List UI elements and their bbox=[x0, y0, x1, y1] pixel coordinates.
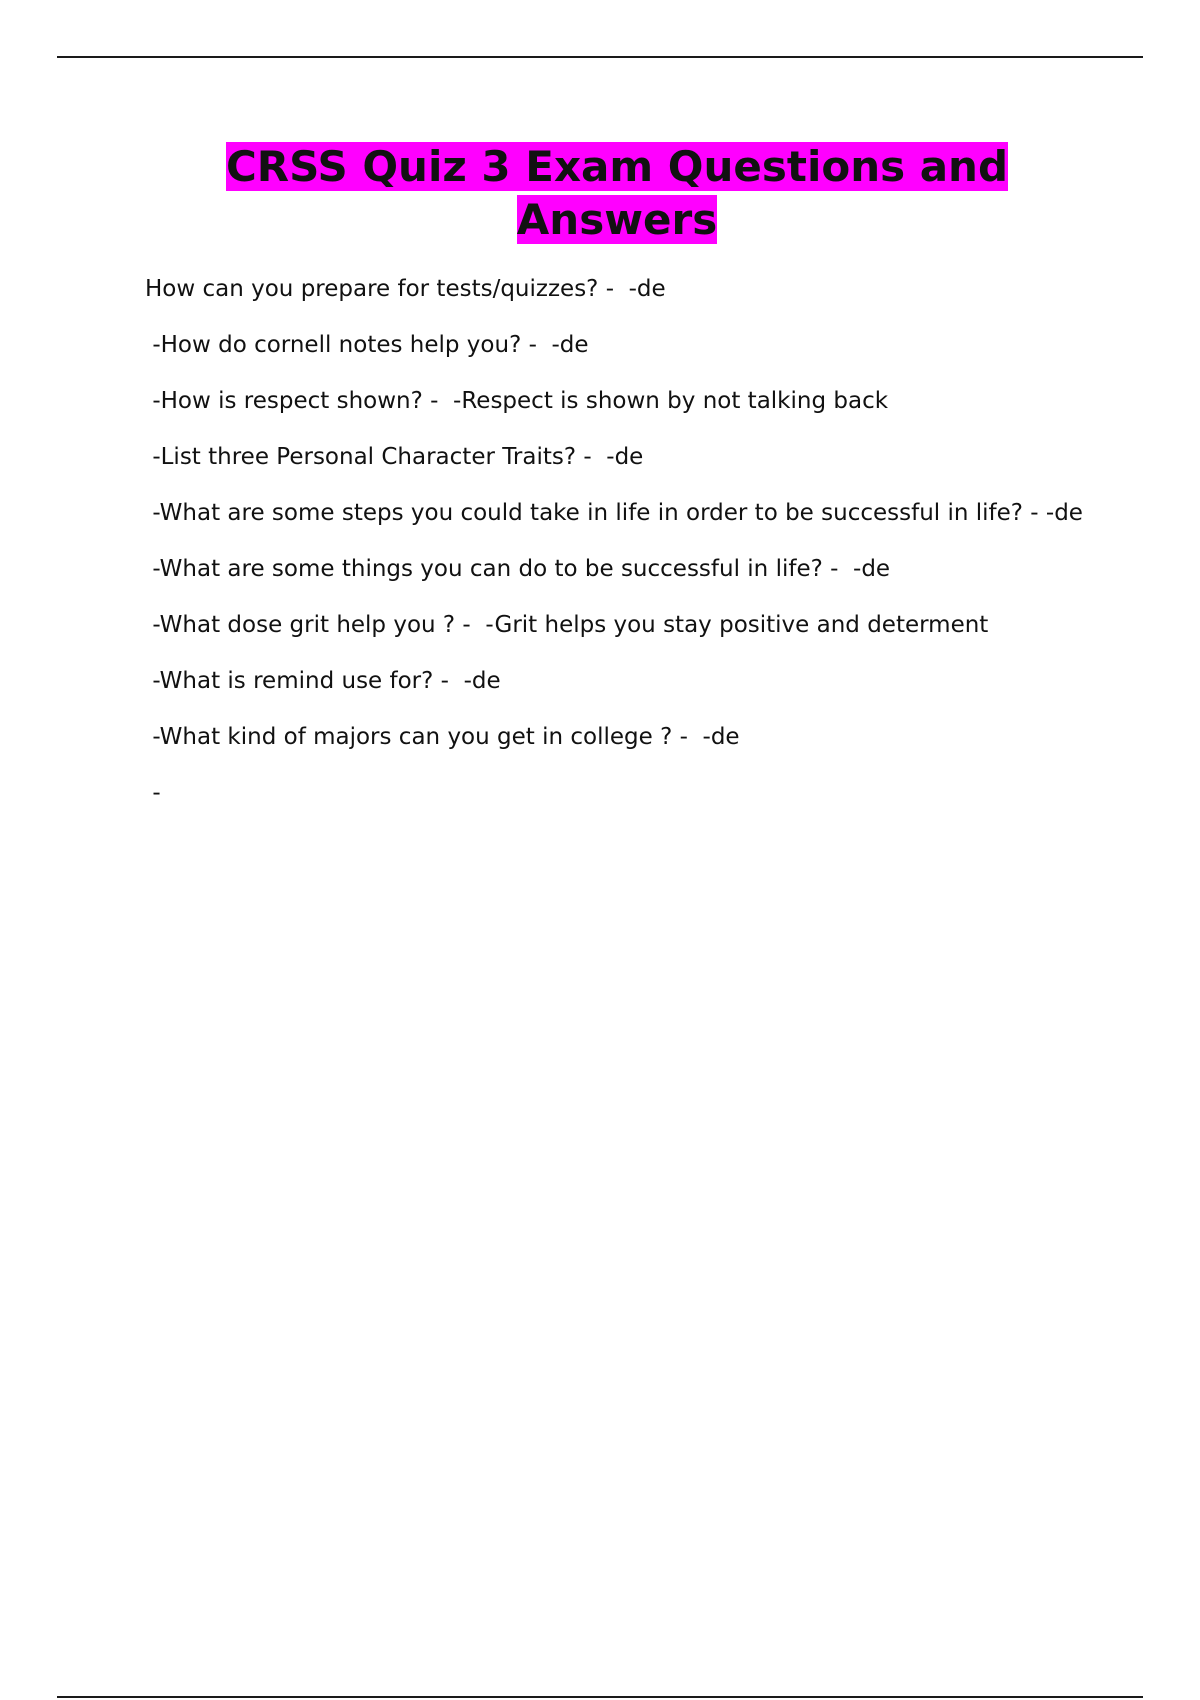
qa-item: -What are some steps you could take in life in order to be successful in life? - -de bbox=[145, 500, 1083, 526]
page-title-highlight: CRSS Quiz 3 Exam Questions and Answers bbox=[225, 142, 1009, 244]
qa-item: -What kind of majors can you get in college ? - -de bbox=[145, 724, 740, 750]
qa-list bbox=[145, 275, 1095, 835]
qa-item: -What dose grit help you ? - -Grit helps you stay positive and determent bbox=[145, 612, 989, 638]
qa-item: -How is respect shown? - -Respect is shown by not talking back bbox=[145, 388, 889, 414]
qa-item: - bbox=[145, 780, 161, 806]
page-title bbox=[145, 140, 1089, 246]
qa-item: -What is remind use for? - -de bbox=[145, 668, 501, 694]
title-block bbox=[145, 140, 1089, 246]
qa-item: How can you prepare for tests/quizzes? - -de bbox=[145, 276, 666, 302]
footer-rule bbox=[57, 1696, 1143, 1698]
qa-item: -List three Personal Character Traits? - -de bbox=[145, 444, 644, 470]
qa-item: -What are some things you can do to be successful in life? - -de bbox=[145, 556, 891, 582]
header-rule bbox=[57, 56, 1143, 58]
qa-item: -How do cornell notes help you? - -de bbox=[145, 332, 589, 358]
